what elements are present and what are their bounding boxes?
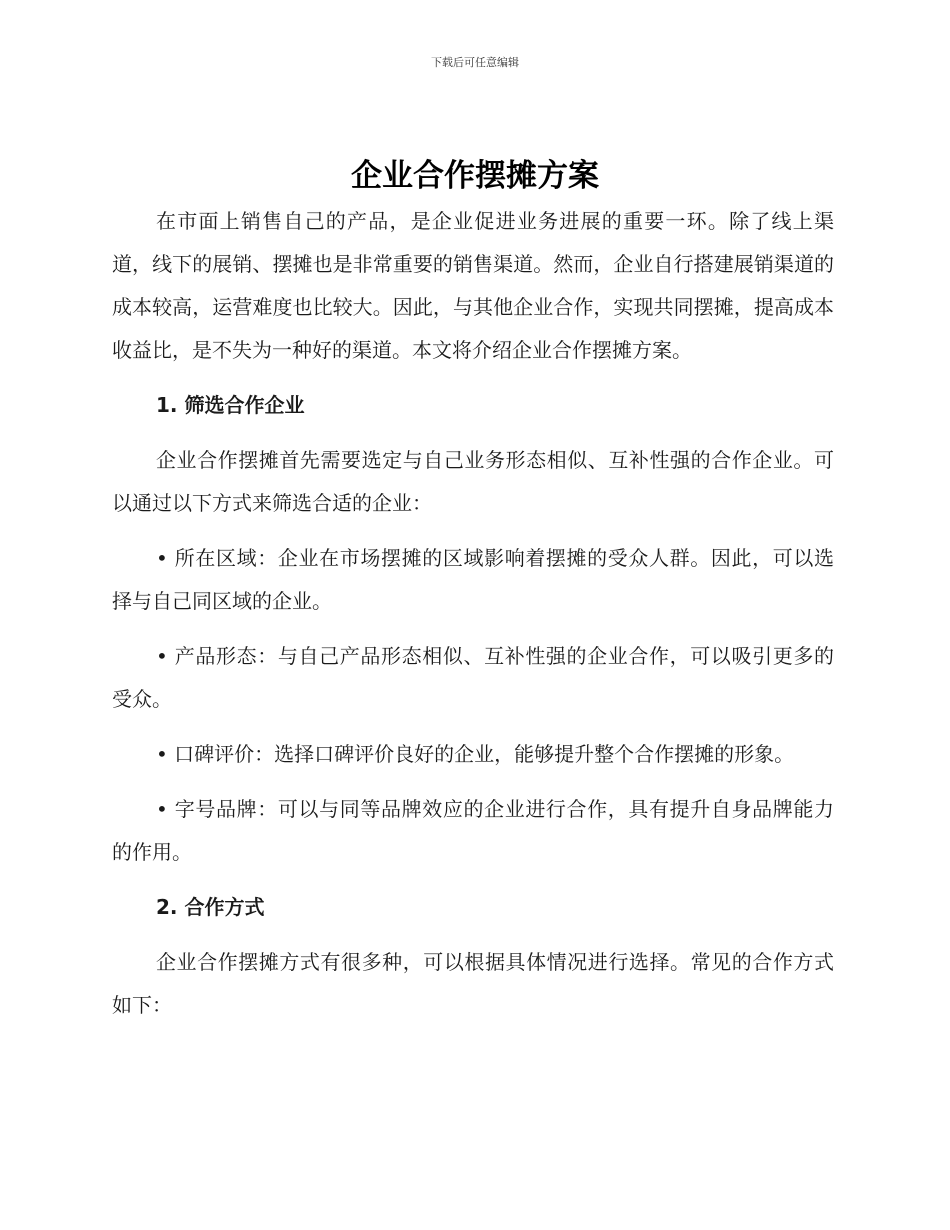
section-1-heading: 1. 筛选合作企业 [156,393,305,417]
section-2-intro: 企业合作摆摊方式有很多种，可以根据具体情况进行选择。常见的合作方式如下： [112,950,834,1017]
document-title: 企业合作摆摊方案 [351,158,599,194]
bullet-brand: • 字号品牌：可以与同等品牌效应的企业进行合作，具有提升自身品牌能力的作用。 [112,797,834,864]
header-note: 下载后可任意编辑 [431,56,519,69]
intro-paragraph: 在市面上销售自己的产品，是企业促进业务进展的重要一环。除了线上渠道，线下的展销、摆摊也是非常重要的销售渠道。然而，企业自行搭建展销渠道的成本较高，运营难度也比较大。因此，与其他企业合作，实现共同摆摊，提高成本收益比，是不失为一种好的渠道。本文将介绍企业合作摆摊方案。 [112,209,834,362]
section-2-heading: 2. 合作方式 [156,895,265,919]
bullet-reputation: • 口碑评价：选择口碑评价良好的企业，能够提升整个合作摆摊的形象。 [156,742,795,766]
section-1-intro: 企业合作摆摊首先需要选定与自己业务形态相似、互补性强的合作企业。可以通过以下方式来筛选合适的企业： [112,448,834,515]
bullet-region: • 所在区域：企业在市场摆摊的区域影响着摆摊的受众人群。因此，可以选择与自己同区域的企业。 [112,546,834,613]
bullet-product-form: • 产品形态：与自己产品形态相似、互补性强的企业合作，可以吸引更多的受众。 [112,644,834,711]
document-body [112,200,834,1027]
